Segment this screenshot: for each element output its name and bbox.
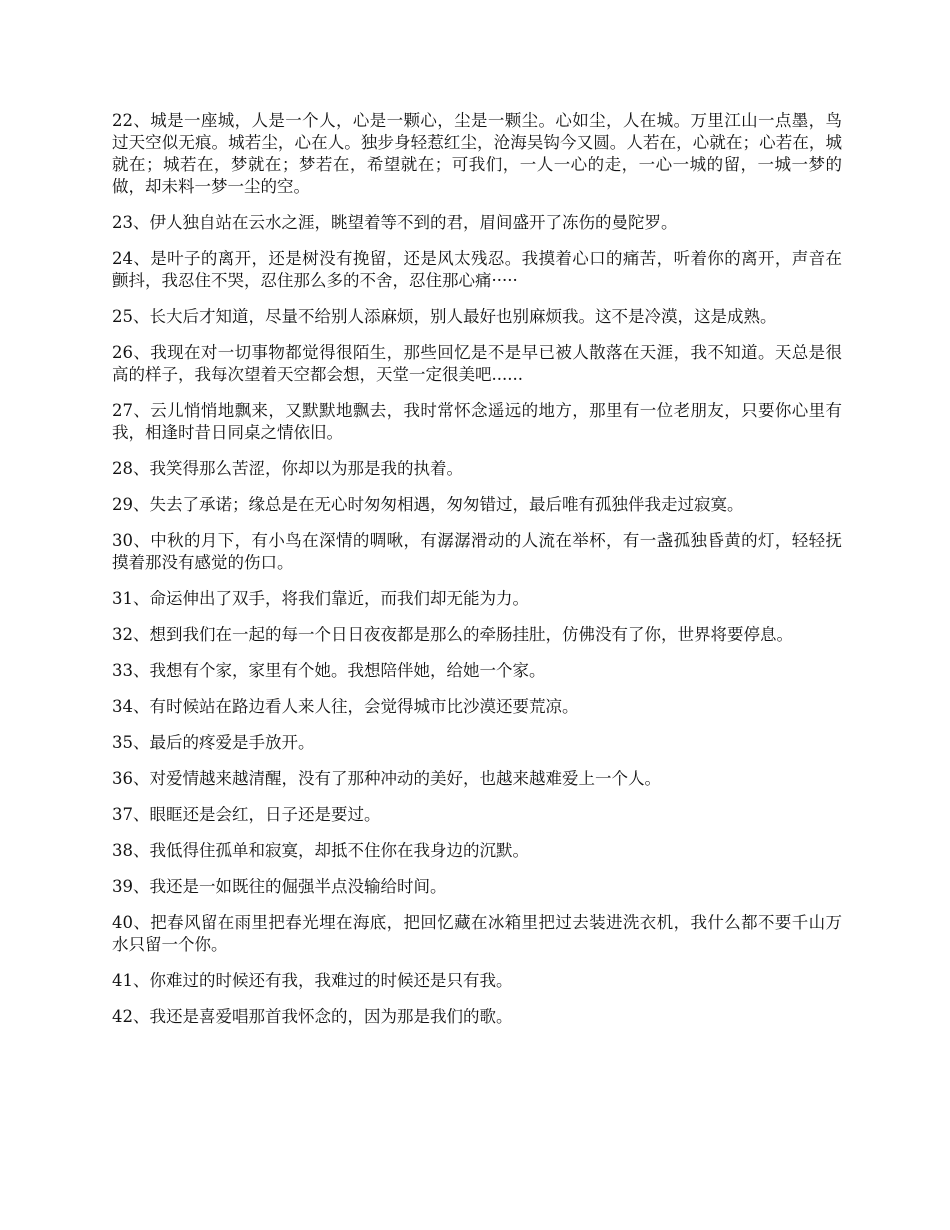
paragraph-39: 39、我还是一如既往的倔强半点没输给时间。 [112, 877, 447, 896]
paragraph-37: 37、眼眶还是会红，日子还是要过。 [112, 805, 381, 824]
document-body [112, 110, 842, 1042]
paragraph-33: 33、我想有个家，家里有个她。我想陪伴她，给她一个家。 [112, 661, 546, 680]
paragraph-24: 24、是叶子的离开，还是树没有挽留，还是风太残忍。我摸着心口的痛苦，听着你的离开，声音在颤抖，我忍住不哭，忍住那么多的不舍，忍住那心痛····· [112, 249, 842, 290]
paragraph-26: 26、我现在对一切事物都觉得很陌生，那些回忆是不是早已被人散落在天涯，我不知道。天总是很高的样子，我每次望着天空都会想，天堂一定很美吧...... [112, 343, 842, 384]
paragraph-25: 25、长大后才知道，尽量不给别人添麻烦，别人最好也别麻烦我。这不是冷漠，这是成熟。 [112, 307, 777, 326]
paragraph-31: 31、命运伸出了双手，将我们靠近，而我们却无能为力。 [112, 589, 529, 608]
paragraph-22: 22、城是一座城，人是一个人，心是一颗心，尘是一颗尘。心如尘，人在城。万里江山一点墨，鸟过天空似无痕。城若尘，心在人。独步身轻惹红尘，沧海吴钩今又圆。人若在，心就在；心若在，城就在；城若在，梦就在；梦若在，希望就在；可我们，一人一心的走，一心一城的留，一城一梦的做，却未料一梦一尘的空。 [112, 111, 842, 196]
paragraph-41: 41、你难过的时候还有我，我难过的时候还是只有我。 [112, 971, 513, 990]
paragraph-40: 40、把春风留在雨里把春光埋在海底，把回忆藏在冰箱里把过去装进洗衣机，我什么都不要千山万水只留一个你。 [112, 913, 842, 954]
paragraph-23: 23、伊人独自站在云水之涯，眺望着等不到的君，眉间盛开了冻伤的曼陀罗。 [112, 213, 678, 232]
paragraph-36: 36、对爱情越来越清醒，没有了那种冲动的美好，也越来越难爱上一个人。 [112, 769, 661, 788]
paragraph-27: 27、云儿悄悄地飘来，又默默地飘去，我时常怀念遥远的地方，那里有一位老朋友，只要你心里有我，相逢时昔日同桌之情依旧。 [112, 401, 842, 442]
paragraph-28: 28、我笑得那么苦涩，你却以为那是我的执着。 [112, 459, 463, 478]
paragraph-34: 34、有时候站在路边看人来人往，会觉得城市比沙漠还要荒凉。 [112, 697, 579, 716]
paragraph-38: 38、我低得住孤单和寂寞，却抵不住你在我身边的沉默。 [112, 841, 529, 860]
paragraph-32: 32、想到我们在一起的每一个日日夜夜都是那么的牵肠挂肚，仿佛没有了你，世界将要停息。 [112, 625, 793, 644]
paragraph-42: 42、我还是喜爱唱那首我怀念的，因为那是我们的歌。 [112, 1007, 513, 1026]
paragraph-29: 29、失去了承诺；缘总是在无心时匆匆相遇，匆匆错过，最后唯有孤独伴我走过寂寞。 [112, 495, 744, 514]
paragraph-35: 35、最后的疼爱是手放开。 [112, 733, 315, 752]
paragraph-30: 30、中秋的月下，有小鸟在深情的啁啾，有潺潺滑动的人流在举杯，有一盏孤独昏黄的灯，轻轻抚摸着那没有感觉的伤口。 [112, 531, 842, 572]
